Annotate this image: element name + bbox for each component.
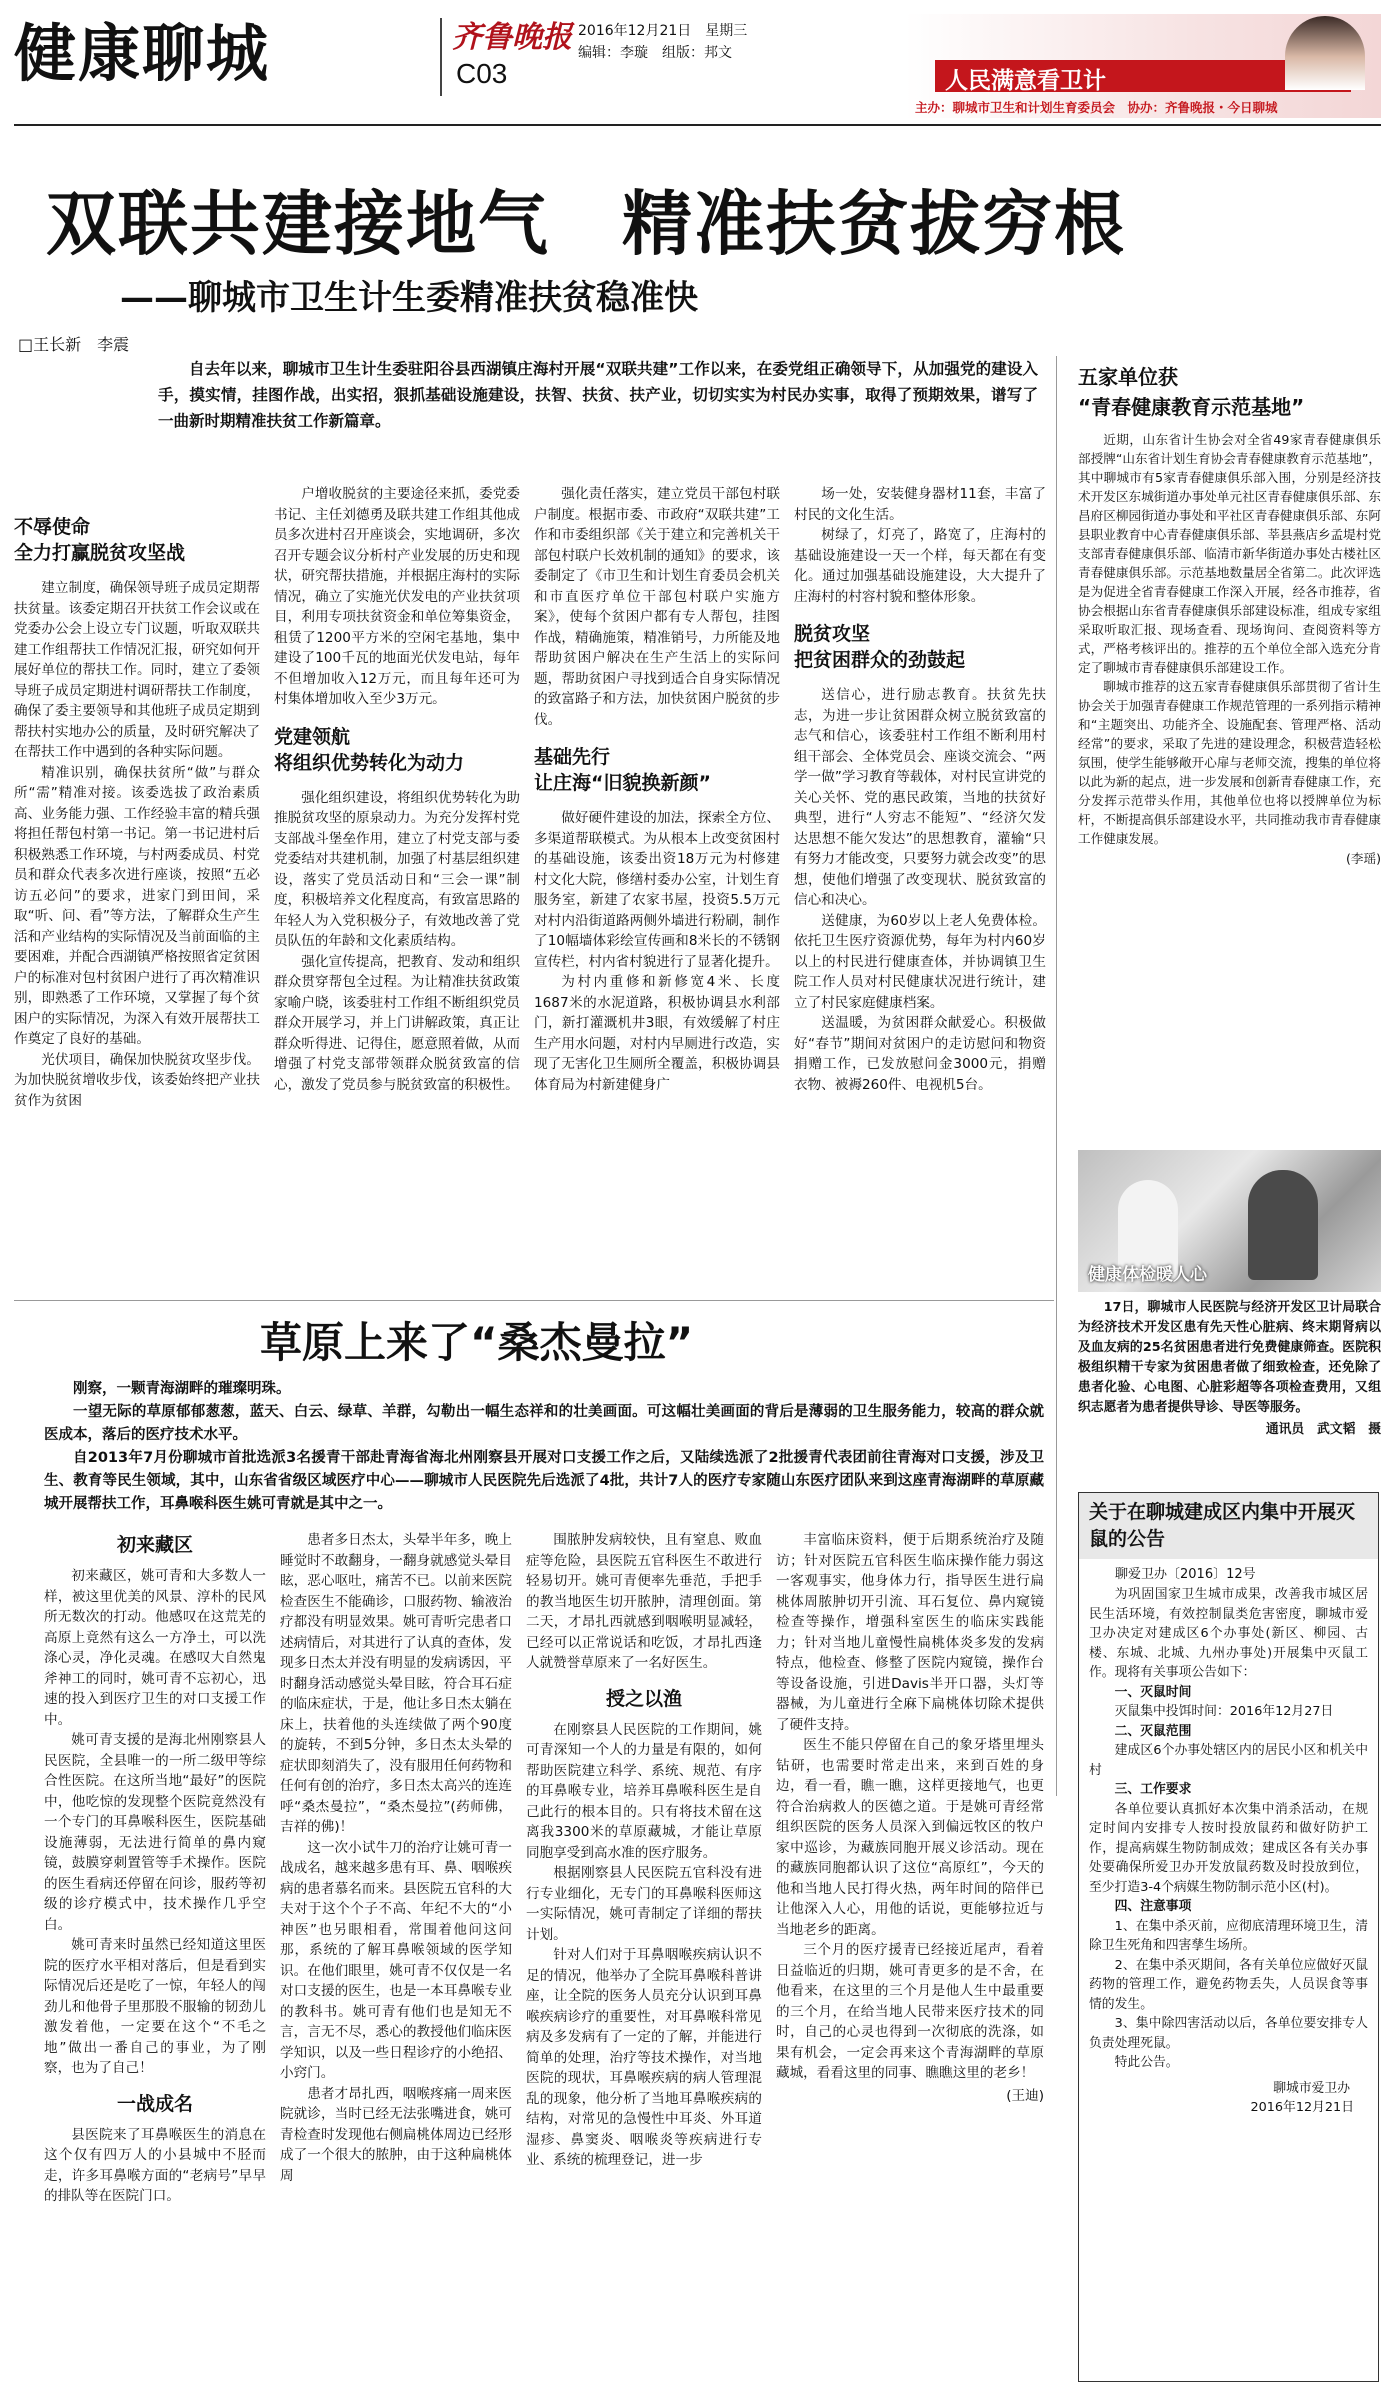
photo-caption: 健康体检暖人心 (1088, 1265, 1207, 1285)
article2-section2-title: 一战成名 (116, 2092, 193, 2115)
article2-intro-text: 自2013年7月份聊城市首批选派3名援青干部赴青海省海北州刚察县开展对口支援工作之后，又陆续选派了2批援青代表团前往青海对口支援，涉及卫生、教育等民生领域，其中，山东省省级区域医疗中心——聊城市人民医院先后选派了4批，共计7人的医疗专家随山东医疗团队来到这座青海湖畔的草原藏城开展帮扶工作，耳鼻喉科医生姚可青就是其中之一。 (44, 1450, 1044, 1512)
section-title: 健康聊城 (14, 17, 271, 90)
article2-paragraph: 患者才昂扎西，咽喉疼痛一周来医院就诊，当时已经无法张嘴进食，姚可青检查时发现他右侧扁桃体周边已经形成了一个很大的脓肿，由于这种扁桃体周 (280, 2085, 512, 2184)
article2-paragraph: 县医院来了耳鼻喉医生的消息在这个仅有四万人的小县城中不胫而走，许多耳鼻喉方面的“老病号”早早的排队等在医院门口。 (44, 2126, 266, 2204)
article2-paragraph: 丰富临床资料，便于后期系统治疗及随访；针对医院五官科医生临床操作能力弱这一客观事实，他身体力行，指导医生进行扁桃体周脓肿切开引流、耳石复位、鼻内窥镜检查等操作，增强科室医生的临床实践能力；针对当地儿童慢性扁桃体炎多发的发病特点，他检查、修整了医院内窥镜，操作台等设备设施，引进Davis半开口器，头灯等器械，为儿童进行全麻下扁桃体切除术提供了硬件支持。 (776, 1532, 1044, 1733)
article2-col4 (776, 1530, 1044, 2380)
section3-kicker: 基础先行 (534, 746, 611, 768)
sidebar1-kicker: 五家单位获 (1078, 365, 1178, 389)
notice-signature: 聊城市爱卫办 (1273, 2080, 1350, 2096)
editor-line: 编辑：李璇 组版：邦文 (578, 45, 732, 61)
sidebar-divider (1056, 356, 1057, 1796)
notice-date: 2016年12月21日 (1250, 2100, 1354, 2115)
date-line: 2016年12月21日 星期三 (578, 23, 748, 39)
article2-section1-title: 初来藏区 (116, 1534, 193, 1556)
notice-paragraph: 建成区6个办事处辖区内的居民小区和机关中村 (1089, 1743, 1368, 1778)
headline-title: 双联共建接地气 精准扶贫拔穷根 (46, 183, 1126, 265)
notice-heading: 一、灭鼠时间 (1114, 1684, 1192, 1700)
lead-text: 自去年以来，聊城市卫生计生委驻阳谷县西湖镇庄海村开展“双联共建”工作以来，在委党组正确领导下，从加强党的建设入手，摸实情，挂图作战，出实招，狠抓基础设施建设，扶智、扶贫、扶产业，切切实实为村民办实事，取得了预期效果，谱写了一曲新时期精准扶贫工作新篇章。 (158, 360, 1038, 430)
sidebar1-paragraph: 聊城市推荐的这五家青春健康俱乐部贯彻了省计生协会关于加强青春健康工作规范管理的一系列指示精神和“主题突出、功能齐全、设施配套、管理严格、活动经常”的要求，采取了先进的建设理念，积极营造轻松氛围，使学生能够敞开心扉与老师交流，搜集的单位将以此为新的起点，进一步发展和创新青春健康工作，充分发挥示范带头作用，其他单位也将以授牌单位为标杆，不断提高俱乐部建设水平，共同推动我市青春健康工作健康发展。 (1078, 679, 1381, 846)
notice-heading: 三、工作要求 (1114, 1782, 1192, 1797)
section1-title: 全力打赢脱贫攻坚战 (14, 542, 186, 564)
sidebar1-title: “青春健康教育示范基地” (1078, 395, 1305, 419)
notice-paragraph: 3、集中除四害活动以后，各单位要安排专人负责处理死鼠。 (1089, 2016, 1368, 2051)
section3-title: 让庄海“旧貌换新颜” (534, 772, 711, 794)
article1-paragraph: 送健康，为60岁以上老人免费体检。依托卫生医疗资源优势，每年为村内60岁以上的村民进行健康查体，并协调镇卫生院工作人员对村民健康状况进行统计，建立了村民家庭健康档案。 (794, 912, 1046, 1011)
article1-col4 (794, 484, 1046, 1290)
banner-figure (1285, 16, 1365, 90)
banner (905, 14, 1381, 118)
article1-paragraph: 强化责任落实，建立党员干部包村联户制度。根据市委、市政府“双联共建”工作和市委组织部《关于建立和完善机关干部包村联户长效机制的通知》的要求，该委制定了《市卫生和计划生育委员会机关和市直医疗单位干部包村联户实施方案》，使每个贫困户都有专人帮包，挂图作战，精确施策，精准销号，力所能及地帮助贫困户解决在生产生活上的实际问题，帮助贫困户寻找到适合自身实际情况的致富路子和方法，加快贫困户脱贫的步伐。 (534, 486, 780, 728)
section-title-divider (440, 18, 442, 96)
banner-sponsor: 主办：聊城市卫生和计划生育委员会 协办：齐鲁晚报・今日聊城 (915, 100, 1278, 115)
article2-col1 (44, 1530, 266, 2380)
photo-description-text: 17日，聊城市人民医院与经济开发区卫计局联合为经济技术开发区患有先天性心脏病、终末期肾病以及血友病的25名贫困患者进行免费健康筛查。医院积极组织精干专家为贫困患者做了细致检查，还免除了患者化验、心电图、心脏彩超等各项检查费用，又组织志愿者为患者提供导诊、导医等服务。 (1078, 1300, 1381, 1415)
article1-paragraph: 建立制度，确保领导班子成员定期帮扶贫量。该委定期召开扶贫工作会议或在党委办公会上设立专门议题，听取双联共建工作组帮扶工作情况汇报，研究如何开展好单位的帮扶工作。同时，建立了委领导班子成员定期进村调研帮扶工作制度，确保了委主要领导和其他班子成员定期到帮扶村实地办公的质量，及时研究解决了在帮扶工作中遇到的各种实际问题。 (14, 580, 260, 760)
sidebar1-paragraph: 近期，山东省计生协会对全省49家青春健康俱乐部授牌“山东省计划生育协会青春健康教育示范基地”，其中聊城市有5家青春健康俱乐部入围，分别是经济技术开发区东城街道办事处单元社区青春健康俱乐部、东昌府区柳园街道办事处和平社区青春健康俱乐部、东阿县职业教育中心青春健康俱乐部、莘县燕店乡孟堤村党支部青春健康俱乐部、临清市新华街道办事处古楼社区青春健康俱乐部。示范基地数量居全省第二。此次评选是为促进全省青春健康工作深入开展，经各市推荐，省协会根据山东省青春健康俱乐部建设标准，组成专家组采取听取汇报、现场查看、现场询问、查阅资料等方式，严格考核评出的。推荐的五个单位全部入选充分肯定了聊城市青春健康俱乐部建设工作。 (1078, 432, 1381, 675)
article1-paragraph: 为村内重修和新修宽4米、长度1687米的水泥道路，积极协调县水利部门，新打灌溉机井3眼，有效缓解了村庄生产用水问题，对村内早厕进行改造，实现了无害化卫生厕所全覆盖，积极协调县体育局为村新建健身广 (534, 974, 780, 1093)
article2-section3-title: 授之以渔 (605, 1687, 682, 1710)
article2-paragraph: 初来藏区，姚可青和大多数人一样，被这里优美的风景、淳朴的民风所无数次的打动。他感叹在这荒芜的高原上竟然有这么一方净土，可以洗涤心灵，净化灵魂。在感叹大自然鬼斧神工的同时，姚可青不忘初心，迅速的投入到医疗卫生的对口支援工作中。 (44, 1568, 266, 1728)
photo-figure-patient (1248, 1170, 1318, 1280)
article2-intro-text: 刚察，一颗青海湖畔的璀璨明珠。 (73, 1381, 291, 1397)
sidebar1-author: (李瑶) (1345, 851, 1381, 866)
notice-paragraph: 为巩固国家卫生城市成果，改善我市城区居民生活环境，有效控制鼠类危害密度，聊城市爱卫办决定对建成区6个办事处(新区、柳园、古楼、东城、北城、九州办事处)开展集中灭鼠工作。现将有关事项公告如下： (1089, 1587, 1368, 1680)
notice-paragraph: 2、在集中杀灭期间，各有关单位应做好灭鼠药物的管理工作，避免药物丢失，人员误食等事情的发生。 (1089, 1957, 1368, 2012)
article1-paragraph: 送信心，进行励志教育。扶贫先扶志，为进一步让贫困群众树立脱贫致富的志气和信心，该委驻村工作组不断利用村组干部会、全体党员会、座谈交流会、“两学一做”学习教育等载体，对村民宣讲党的关心关怀、党的惠民政策，当地的扶贫好典型，进行“人穷志不能短”、“经济欠发达思想不能欠发达”的思想教育，灌输“只有努力才能改变，只要努力就会改变”的思想，使他们增强了改变现状、脱贫致富的信心和决心。 (794, 687, 1046, 908)
article1-paragraph: 树绿了，灯亮了，路宽了，庄海村的基础设施建设一天一个样，每天都在有变化。通过加强基础设施建设，大大提升了庄海村的村容村貌和整体形象。 (794, 527, 1046, 605)
article2-intro (44, 1378, 1044, 1518)
banner-title: 人民满意看卫计 (945, 68, 1106, 94)
article2-col3 (526, 1530, 762, 2380)
article2-paragraph: 医生不能只停留在自己的象牙塔里埋头钻研，也需要时常走出来，来到百姓的身边，看一看，瞧一瞧，这样更接地气，也更符合治病救人的医德之道。于是姚可青经常组织医院的医务人员深入到偏远牧区的牧户家中巡诊，为藏族同胞开展义诊活动。现在的藏族同胞都认识了这位“高原红”，今天的他和当地人民打得火热，两年时间的陪伴已让他深入人心，用他的话说，更能够拉近与当地老乡的距离。 (776, 1737, 1044, 1938)
health-checkup-photo (1078, 1150, 1381, 1292)
article2-paragraph: 姚可青支援的是海北州刚察县人民医院，全县唯一的一所二级甲等综合性医院。在这所当地“最好”的医院中，他吃惊的发现整个医院竟然没有一个专门的耳鼻喉科医生，医院基础设施薄弱，无法进行简单的鼻内窥镜，鼓膜穿刺置管等手术操作。医院的医生看病还停留在问诊，服药等初级的诊疗模式中，技术操作几乎空白。 (44, 1732, 266, 1933)
notice-paragraph: 各单位要认真抓好本次集中消杀活动，在规定时间内安排专人按时投放鼠药和做好防护工作，提高病媒生物防制成效；建成区各有关办事处要确保所爱卫办开发放鼠药数及时投放到位，至少打造3-4个病媒生物防制示范小区(村)。 (1089, 1801, 1368, 1895)
section4-kicker: 脱贫攻坚 (794, 623, 871, 645)
notice-heading: 四、注意事项 (1114, 1899, 1192, 1914)
headline-byline: □王长新 李震 (18, 335, 130, 354)
notice-paragraph: 1、在集中杀灭前，应彻底清理环境卫生，清除卫生死角和四害孳生场所。 (1089, 1918, 1368, 1953)
section4-title: 把贫困群众的劲鼓起 (794, 649, 966, 671)
page-number: C03 (456, 58, 508, 89)
article1-col2 (274, 484, 520, 1290)
article2-intro-text: 一望无际的草原郁郁葱葱，蓝天、白云、绿草、羊群，勾勒出一幅生态祥和的壮美画面。可这幅壮美画面的背后是薄弱的卫生服务能力，较高的群众就医成本，落后的医疗技术水平。 (44, 1404, 1044, 1443)
article2-author: (王迪) (1006, 2087, 1044, 2104)
article2-paragraph: 围脓肿发病较快，且有窒息、败血症等危险，县医院五官科医生不敢进行轻易切开。姚可青便率先垂范，手把手的教当地医生切开脓肿，清理创面。第二天，才昂扎西就感到咽喉明显减轻，已经可以正常说话和吃饭，才昂扎西逢人就赞誉草原来了一名好医生。 (526, 1532, 762, 1671)
article2-paragraph: 这一次小试牛刀的治疗让姚可青一战成名，越来越多患有耳、鼻、咽喉疾病的患者慕名而来。县医院五官科的大夫对于这个个子不高、年纪不大的“小神医”也另眼相看，常围着他问这问那，系统的了解耳鼻喉领域的医学知识。在他们眼里，姚可青不仅仅是一名对口支援的医生，也是一本耳鼻喉专业的教科书。姚可青有他们也是知无不言，言无不尽，悉心的教授他们临床医学知识，以及一些日程诊疗的小绝招、小窍门。 (280, 1839, 512, 2081)
article1-col3 (534, 484, 780, 1290)
article2-paragraph: 三个月的医疗援青已经接近尾声，看着日益临近的归期，姚可青更多的是不舍，在他看来，在这里的三个月是他人生中最重要的三个月，在给当地人民带来医疗技术的同时，自己的心灵也得到一次彻底的洗涤，如果有机会，一定会再来这个青海湖畔的草原藏城，看看这里的同事、瞧瞧这里的老乡！ (776, 1942, 1044, 2081)
article2-top-rule (14, 1300, 1054, 1301)
article1-paragraph: 光伏项目，确保加快脱贫攻坚步伐。为加快脱贫增收步伐，该委始终把产业扶贫作为贫困 (14, 1051, 260, 1109)
headline-subtitle: ——聊城市卫生计生委精准扶贫稳准快 (120, 278, 698, 318)
article2-title: 草原上来了“桑杰曼拉” (260, 1318, 694, 1367)
lead-paragraph (158, 356, 1038, 472)
notice-paragraph: 灭鼠集中投饵时间：2016年12月27日 (1114, 1704, 1334, 1719)
notice-paragraph: 特此公告。 (1114, 2055, 1179, 2070)
section2-kicker: 党建领航 (274, 725, 351, 748)
article1-paragraph: 送温暖，为贫困群众献爱心。积极做好“春节”期间对贫困户的走访慰问和物资捐赠工作，已发放慰问金3000元，捐赠衣物、被褥260件、电视机5台。 (794, 1015, 1046, 1093)
notice-title: 关于在聊城建成区内集中开展灭鼠的公告 (1079, 1493, 1378, 1559)
article1-paragraph: 强化组织建设，将组织优势转化为助推脱贫攻坚的原泉动力。为充分发挥村党支部战斗堡垒作用，建立了村党支部与委党委结对共建机制，加强了村基层组织建设，落实了党员活动日和“三会一课”制度，积极培养文化程度高，有致富思路的年轻人为入党积极分子，有效地改善了党员队伍的年龄和文化素质结构。 (274, 789, 520, 949)
notice-heading: 二、灭鼠范围 (1114, 1723, 1192, 1739)
article1-paragraph: 做好硬件建设的加法，探索全方位、多渠道帮联模式。为从根本上改变贫困村的基础设施，该委出资18万元为村修建村文化大院，修缮村委办公室，计划生育服务室，新建了农家书屋，投资5.5万元对村内沿街道路两侧外墙进行粉刷，制作了10幅墙体彩绘宣传画和8米长的不锈钢宣传栏，村内省村貌进行了显著化提升。 (534, 810, 780, 970)
article2-paragraph: 在刚察县人民医院的工作期间，姚可青深知一个人的力量是有限的，如何帮助医院建立科学、系统、规范、有序的耳鼻喉专业，培养耳鼻喉科医生是自己此行的根本目的。只有将技术留在这离我3300米的草原藏城，才能让草原同胞享受到高水准的医疗服务。 (526, 1721, 762, 1861)
article1-paragraph: 场一处，安装健身器材11套，丰富了村民的文化生活。 (794, 486, 1046, 523)
article1-paragraph: 强化宣传提高，把教育、发动和组织群众贯穿帮包全过程。为让精准扶贫政策家喻户晓，该委驻村工作组不断组织党员群众开展学习，并上门讲解政策，真正让群众听得进、记得住，愿意照着做，从而增强了村党支部带领群众脱贫致富的信心，激发了党员参与脱贫致富的积极性。 (274, 953, 520, 1093)
article2-paragraph: 患者多日杰太，头晕半年多，晚上睡觉时不敢翻身，一翻身就感觉头晕目眩，恶心呕吐，痛苦不已。以前来医院检查医生不能确诊，口服药物、输液治疗都没有明显效果。姚可青听完患者口述病情后，对其进行了认真的查体，发现多日杰太并没有明显的发病诱因，平时翻身活动感觉头晕目眩，符合耳石症的临床症状，于是，他让多日杰太躺在床上，扶着他的头连续做了两个90度的旋转，不到5分钟，多日杰太头晕的症状即刻消失了，没有服用任何药物和任何有创的治疗，多日杰太高兴的连连呼“桑杰曼拉”，“桑杰曼拉”(药师佛，吉祥的佛)！ (280, 1532, 512, 1835)
notice-doc-number: 聊爱卫办〔2016〕12号 (1115, 1567, 1256, 1582)
masthead-rule (14, 124, 1381, 126)
article2-col2 (280, 1530, 512, 2380)
section1-kicker: 不辱使命 (14, 516, 91, 538)
photo-description (1078, 1298, 1381, 1484)
article1-paragraph: 精准识别，确保扶贫所“做”与群众所“需”精准对接。该委选拔了政治素质高、业务能力强、工作经验丰富的精兵强将担任帮包村第一书记。第一书记进村后积极熟悉工作环境，与村两委成员、村党员和群众代表多次进行座谈，按照“五必访五必问”的要求，进家门到田间，采取“听、问、看”等方法，了解群众生产生活和产业结构的实际情况及当前面临的主要困难，并配合西湖镇严格按照省定贫困户的标准对包村贫困户进行了再次精准识别，即熟悉了工作环境，又掌握了每个贫困户的实际情况，为深入有效开展帮扶工作奠定了良好的基础。 (14, 764, 260, 1047)
paper-logo: 齐鲁晚报 (452, 20, 572, 55)
photo-credit: 通讯员 武文韬 摄 (1265, 1422, 1381, 1437)
article1-col1 (14, 514, 260, 1290)
section2-title: 将组织优势转化为动力 (274, 751, 465, 774)
notice-box (1078, 1492, 1379, 2382)
article2-paragraph: 针对人们对于耳鼻咽喉疾病认识不足的情况，他举办了全院耳鼻喉科普讲座，让全院的医务人员充分认识到耳鼻喉疾病诊疗的重要性，对耳鼻喉科常见病及多发病有了一定的了解，并能进行简单的处理，治疗等技术操作，对当地医院的现状，耳鼻喉疾病的病人管理混乱的现象，他分析了当地耳鼻喉疾病的结构，对常见的急慢性中耳炎、外耳道湿疹、鼻窦炎、咽喉炎等疾病进行专业、系统的梳理登记，进一步 (526, 1947, 762, 2168)
article2-paragraph: 根据刚察县人民医院五官科没有进行专业细化，无专门的耳鼻喉科医师这一实际情况，姚可青制定了详细的帮扶计划。 (526, 1865, 762, 1943)
article1-paragraph: 户增收脱贫的主要途径来抓，委党委书记、主任刘德勇及联共建工作组其他成员多次进村召开座谈会，实地调研，多次召开专题会议分析村产业发展的历史和现状，研究帮扶措施，并根据庄海村的实际情况，确立了实施光伏发电的产业扶贫项目，利用专项扶贫资金和单位筹集资金，租赁了1200平方米的空闲宅基地，集中建设了100千瓦的地面光伏发电站，每年不但增加收入12万元，而且每年还可为村集体增加收入至少3万元。 (274, 486, 520, 707)
sidebar-youth-health (1078, 362, 1381, 1142)
article2-paragraph: 姚可青来时虽然已经知道这里医院的医疗水平相对落后，但是看到实际情况后还是吃了一惊，年轻人的闯劲儿和他骨子里那股不服输的韧劲儿激发着他，一定要在这个“不毛之地”做出一番自己的事业，为了刚察，也为了自己！ (44, 1937, 266, 2076)
